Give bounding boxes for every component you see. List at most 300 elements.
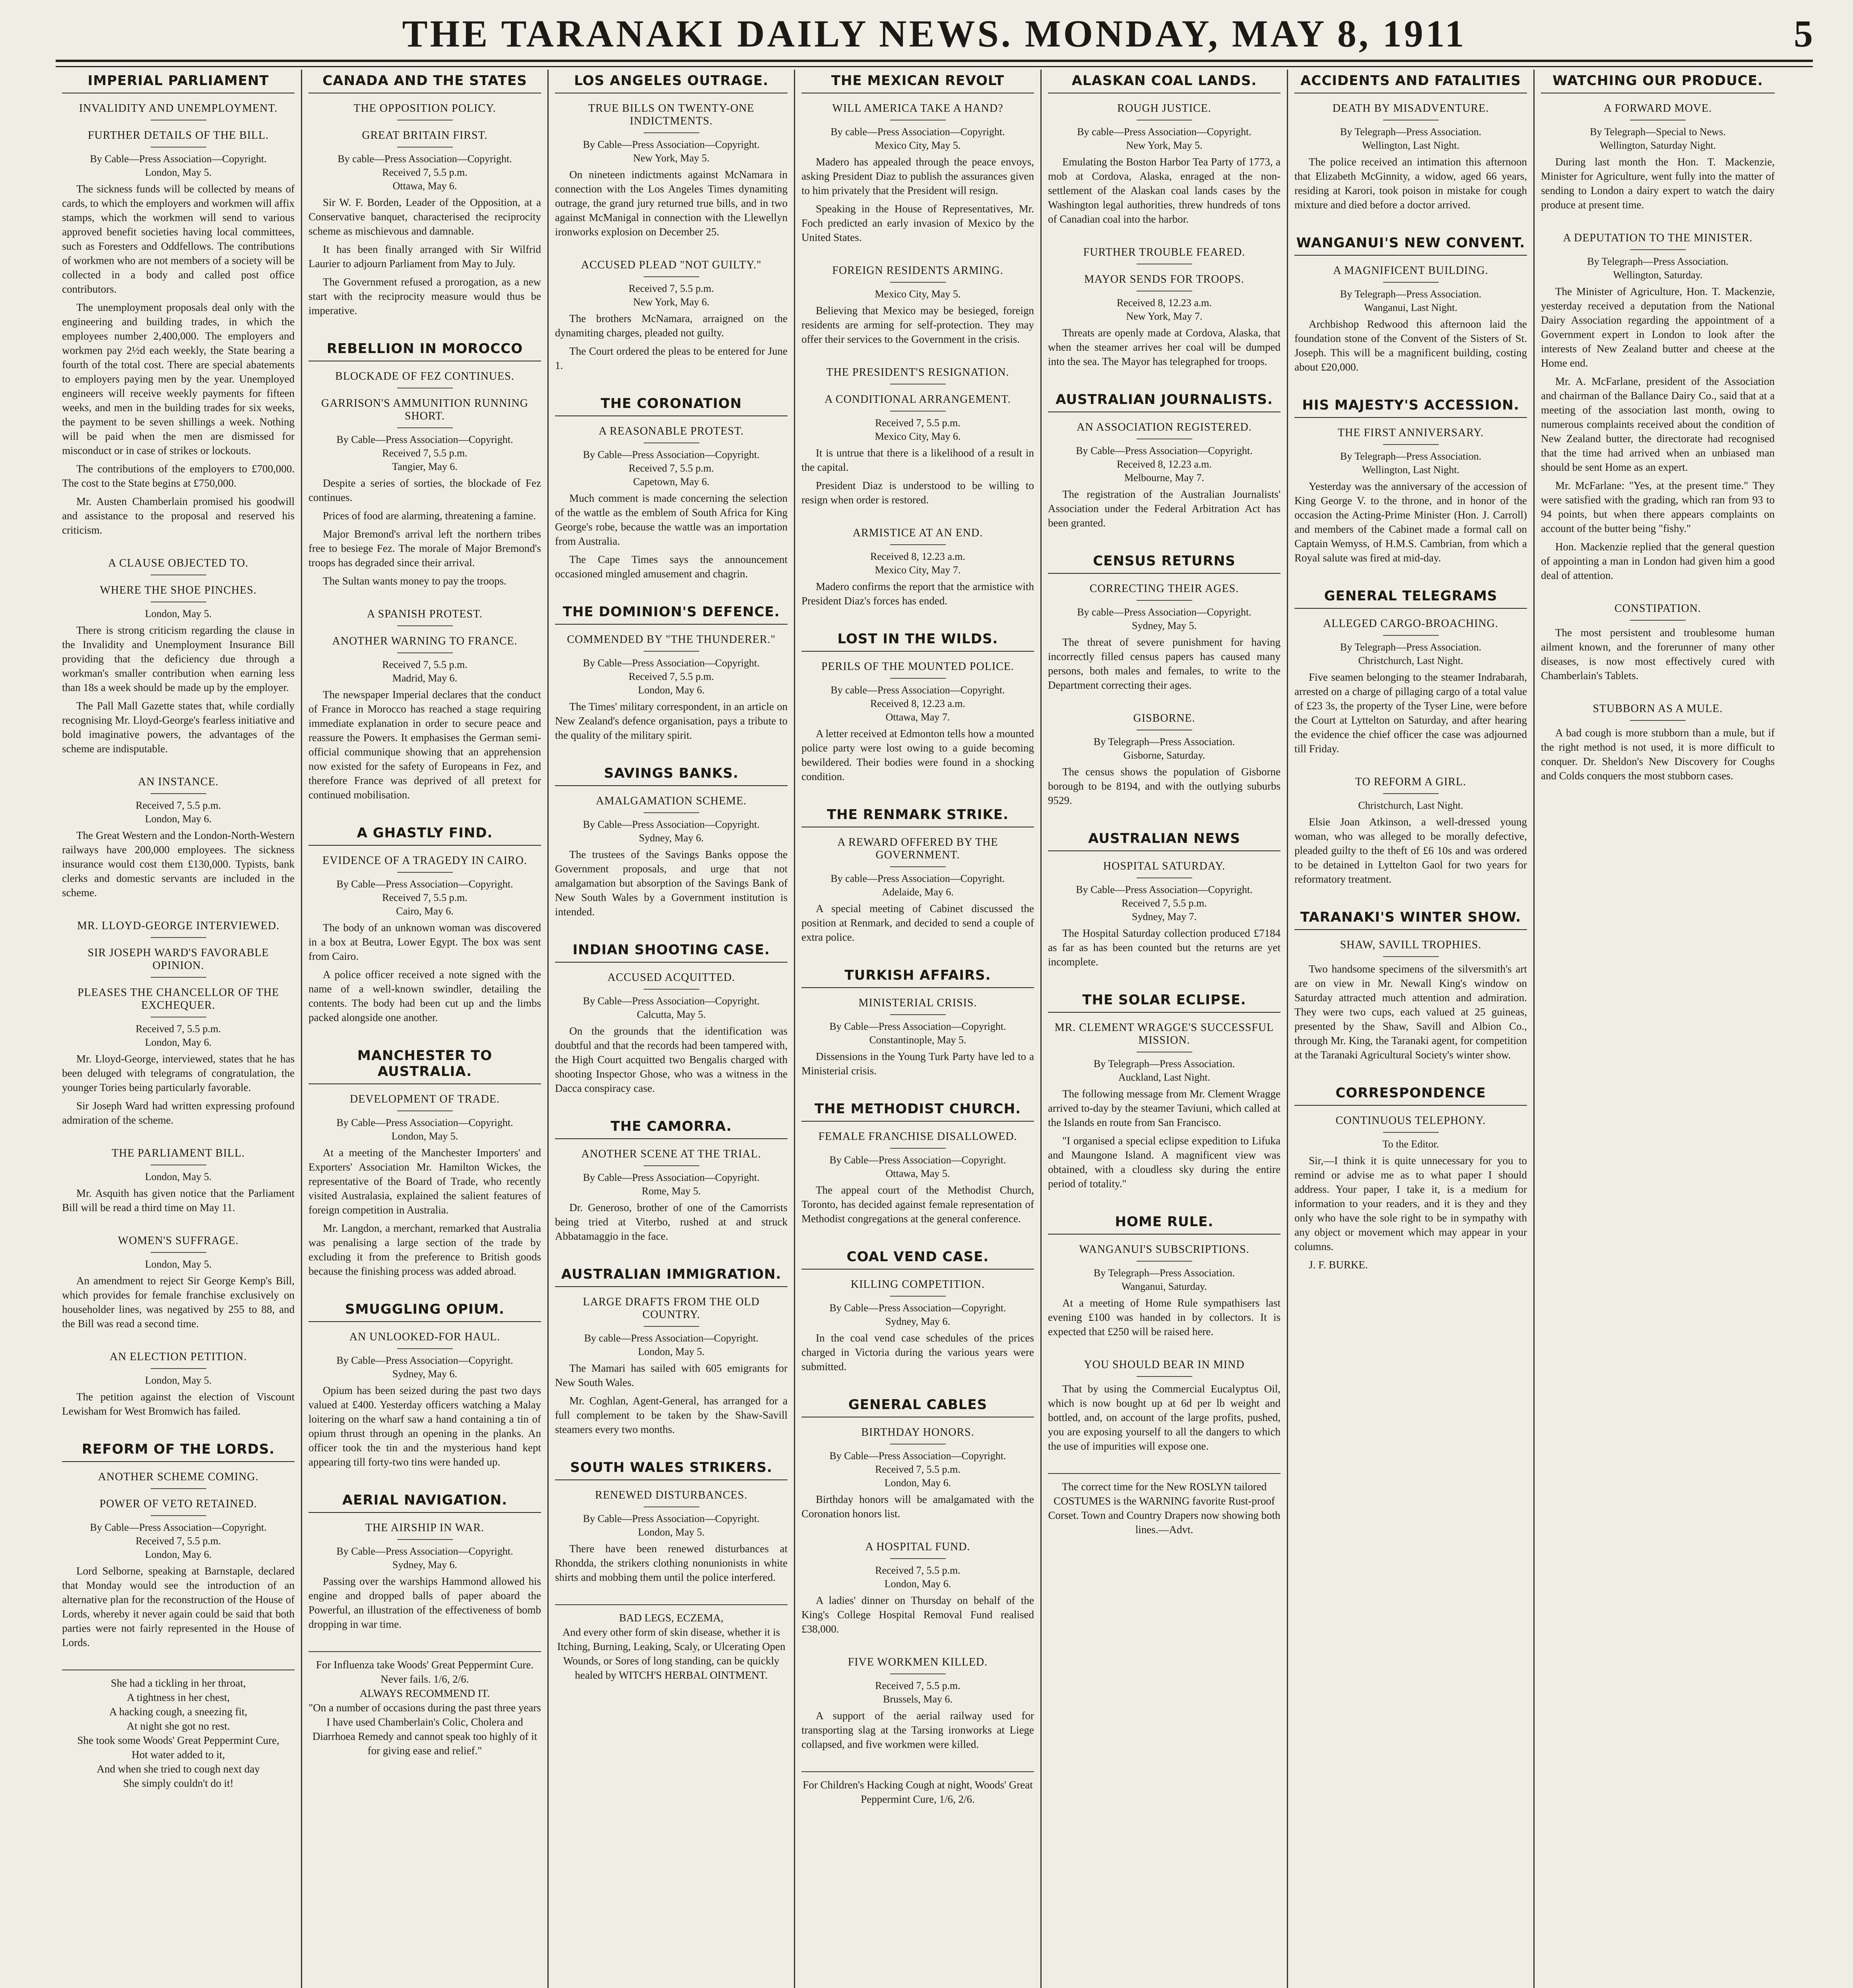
- article-paragraph: At a meeting of Home Rule sympathisers last evening £100 was handed in by collectors. It is expected that £250 will be raised here.: [1048, 1297, 1281, 1338]
- article: [555, 1456, 788, 1584]
- article-paragraph: Sir Joseph Ward had written expressing profound admiration of the scheme.: [62, 1100, 295, 1126]
- article-paragraph: The Cape Times says the announcement occasioned mingled amusement and chagrin.: [555, 553, 788, 580]
- article-dateline: By cable—Press Association—Copyright. Adelaide, May 6.: [830, 873, 1005, 898]
- article: [555, 762, 788, 919]
- article-subheading: BLOCKADE OF FEZ CONTINUES.: [309, 370, 541, 388]
- article-dateline: By Telegraph—Press Association. Wellington, Last Night.: [1340, 126, 1482, 151]
- article-paragraph: Mr. Lloyd-George, interviewed, states that he has been deluged with telegrams of congratulation, the younger Tories being particularly favorable.: [62, 1053, 295, 1093]
- article-paragraph: Birthday honors will be amalgamated with the Coronation honors list.: [801, 1493, 1034, 1520]
- article-paragraph: Prices of food are alarming, threatening a famine.: [323, 510, 536, 522]
- article-heading: TARANAKI'S WINTER SHOW.: [1294, 906, 1527, 930]
- article-dateline: By Cable—Press Association—Copyright. Ottawa, May 5.: [829, 1154, 1006, 1179]
- article: [1294, 776, 1527, 886]
- article: [1048, 712, 1281, 808]
- article-heading: ACCIDENTS AND FATALITIES: [1294, 70, 1527, 93]
- article-paragraph: On nineteen indictments against McNamara in connection with the Los Angeles Times dynamiting outrage, the grand jury returned true bills, and in two against McManigal in connection with the Llewellyn ironworks explosion on December 25.: [555, 169, 788, 238]
- article-dateline: By Cable—Press Association—Copyright. Received 7, 5.5 p.m. Tangier, May 6.: [336, 434, 513, 472]
- article: [1294, 394, 1527, 565]
- newspaper-title: THE TARANAKI DAILY NEWS. MONDAY, MAY 8, 1911: [402, 12, 1467, 55]
- article-paragraph: Opium has been seized during the past two days valued at £400. Yesterday officers watching a Malay loitering on the wharf saw a hand containing a tin of opium thrust through an opening in the planks. An officer took the tin and the mysterious hand kept appearing till forty-two tins were handed up.: [309, 1384, 541, 1468]
- article-paragraph: The Great Western and the London-North-Western railways have 200,000 employees. The sickness insurance would cost them £130,000. Typists, bank clerks and domestic servants are included in the scheme.: [62, 829, 295, 899]
- article-heading: HIS MAJESTY'S ACCESSION.: [1294, 394, 1527, 418]
- advertisement: The correct time for the New ROSLYN tailored COSTUMES is the WARNING favorite Rust-proof Corset. Town and Country Drapers now showing both lines.—Advt.: [1048, 1473, 1281, 1537]
- article-dateline: By Cable—Press Association—Copyright. Received 7, 5.5 p.m. London, May 6.: [829, 1450, 1006, 1489]
- article: [1541, 602, 1775, 683]
- article-subheading: ANOTHER WARNING TO FRANCE.: [309, 635, 541, 653]
- article-dateline: Received 7, 5.5 p.m. London, May 6.: [875, 1565, 960, 1590]
- article-heading: GENERAL TELEGRAMS: [1294, 585, 1527, 609]
- article-paragraph: During last month the Hon. T. Mackenzie, Minister for Agriculture, went fully into the matter of sending to London a dairy expert to watch the dairy produce at present time.: [1541, 156, 1775, 211]
- article-paragraph: Sir W. F. Borden, Leader of the Opposition, at a Conservative banquet, characterised the reciprocity scheme as mischievous and damnable.: [309, 196, 541, 237]
- article-paragraph: The Minister of Agriculture, Hon. T. Mackenzie, yesterday received a deputation from the National Dairy Association regarding the appointment of a Government expert in London to look after the interests of New Zealand butter and cheese at the Home end.: [1541, 285, 1775, 369]
- article-paragraph: The Pall Mall Gazette states that, while cordially recognising Mr. Lloyd-George's fearless initiative and bold imaginative powers, the advantages of the scheme are indisputable.: [62, 700, 295, 755]
- article-dateline: Mexico City, May 5.: [875, 288, 961, 300]
- article-subheading: YOU SHOULD BEAR IN MIND: [1048, 1359, 1281, 1377]
- article-heading: REBELLION IN MOROCCO: [309, 338, 541, 361]
- article-subheading: GISBORNE.: [1048, 712, 1281, 730]
- article-dateline: London, May 5.: [145, 1258, 212, 1270]
- article-subheading: ACCUSED ACQUITTED.: [555, 971, 788, 990]
- article: [1048, 989, 1281, 1191]
- article-subheading: MR. CLEMENT WRAGGE'S SUCCESSFUL MISSION.: [1048, 1021, 1281, 1052]
- article-subheading: TRUE BILLS ON TWENTY-ONE INDICTMENTS.: [555, 102, 788, 133]
- article-heading: THE RENMARK STRIKE.: [801, 804, 1034, 827]
- article-subheading: MR. LLOYD-GEORGE INTERVIEWED.: [62, 920, 295, 938]
- article-subheading: FEMALE FRANCHISE DISALLOWED.: [801, 1130, 1034, 1149]
- article-paragraph: Two handsome specimens of the silversmith's art are on view in Mr. Newall King's window on Saturday attracted much attention and admiration. They were two cups, each valued at 25 guineas, presented by the Shaw, Savill and Albion Co., through Mr. King, the Taranaki agent, for competition at the Taranaki Agricultural Society's winter show.: [1294, 963, 1527, 1061]
- article: [1541, 232, 1775, 582]
- article-dateline: Received 8, 12.23 a.m. Mexico City, May 7.: [870, 551, 965, 576]
- article: [62, 557, 295, 756]
- article-paragraph: The Government refused a prorogation, as a new start with the reciprocity measure would thus be imperative.: [309, 276, 541, 316]
- article-paragraph: Believing that Mexico may be besieged, foreign residents are arming for self-protection. They may offer their services to the Government in the crisis.: [801, 305, 1034, 345]
- article-subheading: MINISTERIAL CRISIS.: [801, 997, 1034, 1015]
- article-subheading: WANGANUI'S SUBSCRIPTIONS.: [1048, 1243, 1281, 1262]
- article-dateline: By Telegraph—Press Association. Wanganui, Last Night.: [1340, 288, 1482, 313]
- article: [801, 366, 1034, 507]
- article: [309, 70, 541, 318]
- article-subheading: A SPANISH PROTEST.: [309, 608, 541, 626]
- article-dateline: By cable—Press Association—Copyright. New York, May 5.: [1077, 126, 1252, 151]
- article-subheading: FURTHER DETAILS OF THE BILL.: [62, 129, 295, 148]
- article-paragraph: A police officer received a note signed with the name of a well-known swindler, detailing the contents. The body had been cut up and the limbs packed alongside one another.: [309, 969, 541, 1023]
- article-subheading: ANOTHER SCHEME COMING.: [62, 1471, 295, 1489]
- article-paragraph: In the coal vend case schedules of the prices charged in Victoria during the various years were submitted.: [801, 1332, 1034, 1373]
- article: [1048, 70, 1281, 226]
- article: [801, 527, 1034, 608]
- article: [1294, 1082, 1527, 1272]
- column-3: [549, 70, 795, 1988]
- article-heading: LOST IN THE WILDS.: [801, 628, 1034, 652]
- article-subheading: MAYOR SENDS FOR TROOPS.: [1048, 273, 1281, 291]
- article-dateline: By Cable—Press Association—Copyright. London, May 5.: [336, 1117, 513, 1142]
- article-paragraph: A letter received at Edmonton tells how a mounted police party were lost owing to a guide becoming bewildered. Their bodies were found in a shocking condition.: [801, 728, 1034, 782]
- article-heading: REFORM OF THE LORDS.: [62, 1438, 295, 1462]
- article-paragraph: Mr. Langdon, a merchant, remarked that Australia was penalising a large section of the trade by excluding it from the preference to British goods because the finishing process was added abroad.: [309, 1222, 541, 1277]
- article: [801, 628, 1034, 784]
- article: [801, 70, 1034, 245]
- article-paragraph: The newspaper Imperial declares that the conduct of France in Morocco has reached a stage requiring immediate explanation in order to secure peace and reassure the Powers. It emphasises the German semi-official communique showing that an apprehension now existed for the safety of Europeans in Fez, and therefore France was deprived of all pretext for continued mobilisation.: [309, 689, 541, 801]
- article-heading: IMPERIAL PARLIAMENT: [62, 70, 295, 93]
- article-subheading: ALLEGED CARGO-BROACHING.: [1294, 617, 1527, 636]
- article-dateline: Received 7, 5.5 p.m. Brussels, May 6.: [875, 1680, 960, 1705]
- article-dateline: By cable—Press Association—Copyright. Mexico City, May 5.: [830, 126, 1005, 151]
- article-paragraph: Mr. Austen Chamberlain promised his goodwill and assistance to the proposal and reserved his criticism.: [62, 495, 295, 536]
- article: [1048, 1211, 1281, 1339]
- article-dateline: London, May 5.: [145, 1375, 212, 1386]
- article-heading: THE CORONATION: [555, 392, 788, 416]
- article-dateline: By Cable—Press Association—Copyright. Sydney, May 6.: [336, 1545, 513, 1571]
- article-subheading: PLEASES THE CHANCELLOR OF THE EXCHEQUER.: [62, 986, 295, 1017]
- article-dateline: By Cable—Press Association—Copyright. Received 7, 5.5 p.m. Capetown, May 6.: [583, 449, 760, 487]
- article-paragraph: "I organised a special eclipse expedition to Lifuka and Maungone Island. A magnificent view was obtained, with a cloudless sky during the entire period of totality.": [1048, 1135, 1281, 1190]
- article-heading: CENSUS RETURNS: [1048, 550, 1281, 574]
- article-paragraph: Despite a series of sorties, the blockade of Fez continues.: [309, 477, 541, 503]
- article-subheading: HOSPITAL SATURDAY.: [1048, 860, 1281, 878]
- article-heading: THE MEXICAN REVOLT: [801, 70, 1034, 93]
- article-dateline: By cable—Press Association—Copyright. London, May 5.: [584, 1332, 759, 1357]
- article-dateline: By Telegraph—Press Association. Christchurch, Last Night.: [1340, 641, 1482, 666]
- article-subheading: GREAT BRITAIN FIRST.: [309, 129, 541, 148]
- article-dateline: By Cable—Press Association—Copyright. Sydney, May 6.: [829, 1302, 1006, 1327]
- article-paragraph: Five seamen belonging to the steamer Indrabarah, arrested on a charge of pillaging cargo of a total value of £23 3s, the property of the Tyser Line, were before the Court at Lyttelton on Saturday, and after hearing the evidence the chief officer the case was adjourned till Friday.: [1294, 671, 1527, 755]
- article-subheading: KILLING COMPETITION.: [801, 1278, 1034, 1297]
- article: [309, 338, 541, 588]
- article-subheading: COMMENDED BY "THE THUNDERER.": [555, 633, 788, 652]
- article-heading: THE METHODIST CHURCH.: [801, 1098, 1034, 1122]
- article-subheading: WHERE THE SHOE PINCHES.: [62, 584, 295, 602]
- article-dateline: London, May 5.: [145, 608, 212, 619]
- article-paragraph: The census shows the population of Gisborne borough to be 8194, and with the outlying suburbs 9529.: [1048, 766, 1281, 806]
- article-paragraph: The appeal court of the Methodist Church, Toronto, has decided against female representation of Methodist congregations at the general conference.: [801, 1184, 1034, 1225]
- article: [555, 939, 788, 1095]
- article-subheading: GARRISON'S AMMUNITION RUNNING SHORT.: [309, 397, 541, 428]
- article-heading: SMUGGLING OPIUM.: [309, 1298, 541, 1322]
- article-paragraph: Elsie Joan Atkinson, a well-dressed young woman, who was alleged to be morally defective, pleaded guilty to the theft of £6 10s and was ordered to be detained in Lyttelton Gaol for two years for reformatory treatment.: [1294, 816, 1527, 885]
- article: [555, 259, 788, 373]
- article-dateline: By Telegraph—Press Association. Auckland, Last Night.: [1093, 1058, 1235, 1083]
- article-paragraph: Mr. Asquith has given notice that the Parliament Bill will be read a third time on May 11.: [62, 1187, 295, 1213]
- article-dateline: By Cable—Press Association—Copyright. Received 7, 5.5 p.m. London, May 6.: [90, 1522, 267, 1560]
- article-dateline: Received 7, 5.5 p.m. London, May 6.: [136, 1023, 221, 1048]
- article: [62, 1235, 295, 1331]
- article: [62, 1351, 295, 1418]
- article-heading: AUSTRALIAN NEWS: [1048, 827, 1281, 851]
- article-dateline: By Telegraph—Special to News. Wellington, Saturday Night.: [1590, 126, 1726, 151]
- article-subheading: FURTHER TROUBLE FEARED.: [1048, 246, 1281, 264]
- article-paragraph: Mr. McFarlane: "Yes, at the present time." They were satisfied with the grading, which ran from 93 to 94 points, but when there appears complaints on account of the butter being "fishy.": [1541, 480, 1775, 534]
- article-subheading: A REWARD OFFERED BY THE GOVERNMENT.: [801, 836, 1034, 867]
- article-paragraph: The police received an intimation this afternoon that Elizabeth McGinnity, a widow, aged 66 years, residing at Karori, took poison in mistake for cough mixture and died before a doctor arrived.: [1294, 156, 1527, 211]
- article-paragraph: The Mamari has sailed with 605 emigrants for New South Wales.: [555, 1362, 788, 1388]
- article-paragraph: A ladies' dinner on Thursday on behalf of the King's College Hospital Removal Fund realised £38,000.: [801, 1594, 1034, 1635]
- article-heading: COAL VEND CASE.: [801, 1246, 1034, 1270]
- article-subheading: AMALGAMATION SCHEME.: [555, 795, 788, 813]
- article: [1048, 550, 1281, 692]
- article-paragraph: The Court ordered the pleas to be entered for June 1.: [555, 345, 788, 371]
- article-dateline: By cable—Press Association—Copyright. Sydney, May 5.: [1077, 606, 1252, 631]
- article-heading: THE CAMORRA.: [555, 1115, 788, 1139]
- article-paragraph: Major Bremond's arrival left the northern tribes free to besiege Fez. The morale of Major Bremond's troops has degraded since their arrival.: [309, 528, 541, 569]
- advertisement: She had a tickling in her throat, A tightness in her chest, A hacking cough, a sneezing fit, At night she got no rest. She took some Woods' Great Peppermint Cure, Hot water added to it, And when she tried to cough next day She simply couldn't do it!: [62, 1670, 295, 1790]
- article-dateline: By Telegraph—Press Association. Wellington, Last Night.: [1340, 450, 1482, 476]
- article: [801, 1656, 1034, 1751]
- article-paragraph: Madero confirms the report that the armistice with President Diaz's forces has ended.: [801, 580, 1034, 607]
- article-subheading: EVIDENCE OF A TRAGEDY IN CAIRO.: [309, 854, 541, 873]
- article-dateline: By Cable—Press Association—Copyright. Sydney, May 6.: [336, 1355, 513, 1380]
- article-dateline: By Cable—Press Association—Copyright. London, May 5.: [583, 1513, 760, 1538]
- article-subheading: SHAW, SAVILL TROPHIES.: [1294, 939, 1527, 957]
- article-heading: WANGANUI'S NEW CONVENT.: [1294, 232, 1527, 256]
- article-paragraph: A bad cough is more stubborn than a mule, but if the right method is not used, it is more difficult to conquer. Dr. Sheldon's New Discovery for Coughs and Colds conquers the most stubborn cases.: [1541, 727, 1775, 782]
- article-subheading: THE PRESIDENT'S RESIGNATION.: [801, 366, 1034, 384]
- article-subheading: A CLAUSE OBJECTED TO.: [62, 557, 295, 575]
- article-heading: AUSTRALIAN IMMIGRATION.: [555, 1263, 788, 1287]
- article-heading: AERIAL NAVIGATION.: [309, 1489, 541, 1513]
- article-paragraph: Much comment is made concerning the selection of the wattle as the emblem of South Africa for King George's robe, because the wattle was an importation from Australia.: [555, 492, 788, 547]
- article-dateline: Received 7, 5.5 p.m. London, May 6.: [136, 800, 221, 825]
- article-heading: THE SOLAR ECLIPSE.: [1048, 989, 1281, 1013]
- article-dateline: By Cable—Press Association—Copyright. Received 7, 5.5 p.m. Cairo, May 6.: [336, 878, 513, 917]
- article-subheading: RENEWED DISTURBANCES.: [555, 1489, 788, 1507]
- article-paragraph: On the grounds that the identification was doubtful and that the records had been tampered with, the High Court acquitted two Bengalis charged with shooting Inspector Ghose, who was a witness in the Dacca conspiracy case.: [555, 1025, 788, 1094]
- article: [801, 1394, 1034, 1521]
- article-subheading: WILL AMERICA TAKE A HAND?: [801, 102, 1034, 120]
- article-paragraph: Speaking in the House of Representatives, Mr. Foch predicted an early invasion of Mexico by the United States.: [801, 203, 1034, 243]
- article-paragraph: The petition against the election of Viscount Lewisham for West Bromwich has failed.: [62, 1391, 295, 1417]
- article-paragraph: A special meeting of Cabinet discussed the position at Renmark, and decided to send a couple of extra police.: [801, 903, 1034, 943]
- article-subheading: AN ELECTION PETITION.: [62, 1351, 295, 1369]
- article-dateline: By Telegraph—Press Association. Wanganui, Saturday.: [1093, 1267, 1235, 1292]
- article-paragraph: It is untrue that there is a likelihood of a result in the capital.: [801, 447, 1034, 473]
- article: [1048, 246, 1281, 369]
- article-subheading: STUBBORN AS A MULE.: [1541, 703, 1775, 721]
- article-dateline: By Cable—Press Association—Copyright. Received 7, 5.5 p.m. London, May 6.: [583, 657, 760, 696]
- article-dateline: Received 8, 12.23 a.m. New York, May 7.: [1117, 297, 1212, 322]
- article-paragraph: The most persistent and troublesome human ailment known, and the forerunner of many other diseases, is now most effectively cured with Chamberlain's Tablets.: [1541, 627, 1775, 681]
- article-heading: A GHASTLY FIND.: [309, 822, 541, 846]
- article-subheading: AN UNLOOKED-FOR HAUL.: [309, 1331, 541, 1349]
- article-paragraph: The threat of severe punishment for having incorrectly filled census papers has caused many persons, both males and females, to write to the Department correcting their ages.: [1048, 636, 1281, 691]
- article-dateline: London, May 5.: [145, 1171, 212, 1182]
- article-paragraph: The Times' military correspondent, in an article on New Zealand's defence organisation, pays a tribute to the quality of the military spirit.: [555, 701, 788, 741]
- article-paragraph: Dissensions in the Young Turk Party have led to a Ministerial crisis.: [801, 1050, 1034, 1077]
- article-dateline: By Cable—Press Association—Copyright. Received 7, 5.5 p.m. Sydney, May 7.: [1076, 884, 1253, 922]
- article: [1294, 585, 1527, 756]
- article-paragraph: Emulating the Boston Harbor Tea Party of 1773, a mob at Cordova, Alaska, enraged at the non-settlement of the Alaskan coal lands cases by the Washington legal authorities, threw hundreds of tons of Canadian coal into the harbor.: [1048, 156, 1281, 225]
- article-subheading: A FORWARD MOVE.: [1541, 102, 1775, 120]
- article-dateline: By Cable—Press Association—Copyright. New York, May 5.: [583, 139, 760, 164]
- article-paragraph: The brothers McNamara, arraigned on the dynamiting charges, pleaded not guilty.: [555, 313, 788, 339]
- article-subheading: FIVE WORKMEN KILLED.: [801, 1656, 1034, 1674]
- page-number: 5: [1794, 12, 1813, 55]
- article-paragraph: At a meeting of the Manchester Importers' and Exporters' Association Mr. Hamilton Wickes, the representative of the Board of Trade, who recently visited Australasia, explained the salient features of foreign competition in Australia.: [309, 1147, 541, 1216]
- article-paragraph: Lord Selborne, speaking at Barnstaple, declared that Monday would see the introduction of an alternative plan for the reconstruction of the House of Lords, whereby it never again could be said that both parties were not fairly represented in the House of Lords.: [62, 1565, 295, 1648]
- article-subheading: A CONDITIONAL ARRANGEMENT.: [801, 393, 1034, 412]
- article: [801, 1246, 1034, 1374]
- article-subheading: A HOSPITAL FUND.: [801, 1541, 1034, 1559]
- column-4: [795, 70, 1042, 1988]
- columns: [56, 70, 1813, 1988]
- article-heading: MANCHESTER TO AUSTRALIA.: [309, 1044, 541, 1084]
- article-heading: INDIAN SHOOTING CASE.: [555, 939, 788, 963]
- article-dateline: By Cable—Press Association—Copyright. Calcutta, May 5.: [583, 995, 760, 1020]
- article-subheading: THE PARLIAMENT BILL.: [62, 1147, 295, 1165]
- article: [801, 264, 1034, 346]
- article-paragraph: An amendment to reject Sir George Kemp's Bill, which provides for female franchise exclusively on householder lines, was negatived by 255 to 88, and the Bill was read a second time.: [62, 1275, 295, 1330]
- article-paragraph: Archbishop Redwood this afternoon laid the foundation stone of the Convent of the Sisters of St. Joseph. This will be a magnificent building, costing about £20,000.: [1294, 318, 1527, 373]
- article: [309, 608, 541, 802]
- column-1: [56, 70, 302, 1988]
- article-dateline: By Cable—Press Association—Copyright. Rome, May 5.: [583, 1172, 760, 1197]
- column-6: [1288, 70, 1535, 1988]
- article-heading: LOS ANGELES OUTRAGE.: [555, 70, 788, 93]
- article-subheading: WOMEN'S SUFFRAGE.: [62, 1235, 295, 1253]
- article-subheading: CORRECTING THEIR AGES.: [1048, 582, 1281, 601]
- article: [309, 1489, 541, 1631]
- article-subheading: ARMISTICE AT AN END.: [801, 527, 1034, 545]
- article: [801, 1541, 1034, 1636]
- column-2: [302, 70, 549, 1988]
- article-paragraph: The trustees of the Savings Banks oppose the Government proposals, and urge that not amalgamation but absorption of the Savings Bank of New South Wales by a Government institution is intended.: [555, 848, 788, 918]
- article-paragraph: The following message from Mr. Clement Wragge arrived to-day by the steamer Taviuni, which called at the Islands en route from San Francisco.: [1048, 1088, 1281, 1128]
- article-paragraph: Mr. Coghlan, Agent-General, has arranged for a full complement to be taken by the Shaw-Savill steamers every two months.: [555, 1395, 788, 1435]
- article-subheading: BIRTHDAY HONORS.: [801, 1426, 1034, 1444]
- article-heading: TURKISH AFFAIRS.: [801, 964, 1034, 988]
- article-dateline: By cable—Press Association—Copyright. Received 8, 12.23 a.m. Ottawa, May 7.: [830, 684, 1005, 723]
- article-subheading: A REASONABLE PROTEST.: [555, 425, 788, 443]
- article-paragraph: President Diaz is understood to be willing to resign when order is restored.: [801, 480, 1034, 506]
- article-paragraph: There have been renewed disturbances at Rhondda, the strikers clothing nonunionists in white shirts and mobbing them until the police interfered.: [555, 1543, 788, 1583]
- article-heading: SOUTH WALES STRIKERS.: [555, 1456, 788, 1480]
- article-subheading: ROUGH JUSTICE.: [1048, 102, 1281, 120]
- article-paragraph: Madero has appealed through the peace envoys, asking President Diaz to publish the assurances given to him privately that the President will resign.: [801, 156, 1034, 196]
- article-dateline: By Cable—Press Association—Copyright. Received 8, 12.23 a.m. Melbourne, May 7.: [1076, 445, 1253, 483]
- article-subheading: THE FIRST ANNIVERSARY.: [1294, 427, 1527, 445]
- article-paragraph: There is strong criticism regarding the clause in the Invalidity and Unemployment Insurance Bill providing that the deficiency due through a workman's smaller contribution when earning less than 18s a week should be made up by the employer.: [62, 624, 295, 693]
- article-subheading: CONSTIPATION.: [1541, 602, 1775, 621]
- article: [555, 1115, 788, 1243]
- article-paragraph: Dr. Generoso, brother of one of the Camorrists being tried at Viterbo, rushed at and struck Abbatamaggio in the face.: [555, 1202, 788, 1242]
- article: [309, 1044, 541, 1278]
- advertisement: BAD LEGS, ECZEMA, And every other form of skin disease, whether it is Itching, Burning, Leaking, Scaly, or Ulcerating Open Wounds, or Sores of long standing, can be quickly healed by WITCH'S HERBAL OINTMENT.: [555, 1604, 788, 1682]
- article: [1541, 70, 1775, 212]
- article-heading: ALASKAN COAL LANDS.: [1048, 70, 1281, 93]
- article-subheading: DEATH BY MISADVENTURE.: [1294, 102, 1527, 120]
- article-subheading: SIR JOSEPH WARD'S FAVORABLE OPINION.: [62, 947, 295, 978]
- article-dateline: Received 7, 5.5 p.m. Mexico City, May 6.: [875, 417, 961, 442]
- article-subheading: DEVELOPMENT OF TRADE.: [309, 1093, 541, 1111]
- article: [62, 776, 295, 900]
- article-dateline: By Cable—Press Association—Copyright. Sydney, May 6.: [583, 819, 760, 844]
- article-subheading: ACCUSED PLEAD "NOT GUILTY.": [555, 259, 788, 277]
- article-paragraph: A support of the aerial railway used for transporting slag at the Tarsing ironworks at Liege collapsed, and five workmen were killed.: [801, 1710, 1034, 1750]
- article-paragraph: It has been finally arranged with Sir Wilfrid Laurier to adjourn Parliament from May to July.: [309, 243, 541, 270]
- article-dateline: To the Editor.: [1382, 1138, 1439, 1150]
- article-subheading: ANOTHER SCENE AT THE TRIAL.: [555, 1148, 788, 1166]
- article-subheading: INVALIDITY AND UNEMPLOYMENT.: [62, 102, 295, 120]
- advertisement: For Children's Hacking Cough at night, Woods' Great Peppermint Cure, 1/6, 2/6.: [801, 1771, 1034, 1806]
- article: [62, 920, 295, 1127]
- article-dateline: By Cable—Press Association—Copyright. London, May 5.: [90, 153, 267, 178]
- article: [801, 804, 1034, 944]
- article: [555, 601, 788, 742]
- article-subheading: LARGE DRAFTS FROM THE OLD COUNTRY.: [555, 1296, 788, 1327]
- article-subheading: A MAGNIFICENT BUILDING.: [1294, 264, 1527, 283]
- article-paragraph: Hon. Mackenzie replied that the general question of appointing a man in London had given him a good deal of attention.: [1541, 541, 1775, 581]
- article-subheading: PERILS OF THE MOUNTED POLICE.: [801, 660, 1034, 679]
- article-subheading: FOREIGN RESIDENTS ARMING.: [801, 264, 1034, 283]
- article-subheading: CONTINUOUS TELEPHONY.: [1294, 1114, 1527, 1133]
- article: [1294, 232, 1527, 374]
- article: [309, 1298, 541, 1469]
- article-heading: WATCHING OUR PRODUCE.: [1541, 70, 1775, 93]
- article-heading: GENERAL CABLES: [801, 1394, 1034, 1417]
- article-heading: THE DOMINION'S DEFENCE.: [555, 601, 788, 625]
- article-paragraph: Passing over the warships Hammond allowed his engine and dropped balls of paper aboard the Powerful, an illustration of the effectiveness of bomb dropping in war time.: [309, 1575, 541, 1630]
- article: [555, 70, 788, 239]
- article-heading: AUSTRALIAN JOURNALISTS.: [1048, 388, 1281, 412]
- article: [62, 70, 295, 537]
- article-subheading: AN ASSOCIATION REGISTERED.: [1048, 421, 1281, 439]
- article-paragraph: Yesterday was the anniversary of the accession of King George V. to the throne, and in honor of the occasion the Acting-Prime Minister (Hon. J. Carroll) and members of the Cabinet made a formal call on Captain Wemyss, of H.M.S. Cambrian, from which a Royal salute was fired at mid-day.: [1294, 480, 1527, 564]
- article-paragraph: Threats are openly made at Cordova, Alaska, that when the steamer arrives her coal will be dumped into the sea. The Mayor has telegraphed for troops.: [1048, 327, 1281, 367]
- article-dateline: By Cable—Press Association—Copyright. Constantinople, May 5.: [829, 1021, 1006, 1046]
- article-paragraph: Mr. A. McFarlane, president of the Association and chairman of the Ballance Dairy Co., said that at a meeting of the association last month, owing to numerous complaints received about the condition of New Zealand butter, the directorate had recognised that the time had arrived when an unbiased man should be sent Home as an expert.: [1541, 375, 1775, 473]
- article-paragraph: The unemployment proposals deal only with the engineering and building trades, in which the employees number 2,400,000. The employers and workmen pay 2½d each weekly, the State bearing a fourth of the total cost. There are special abatements to employers paying men by the year. Unemployed engineers will receive weekly payments for fifteen weeks, and men in the building trades for six weeks, the payment to be seven shillings a week. Nothing will be paid when the men are dismissed for misconduct or in case of strikes or lockouts.: [62, 301, 295, 456]
- article-dateline: Received 7, 5.5 p.m. New York, May 6.: [629, 283, 714, 308]
- masthead-rule: [56, 60, 1813, 67]
- article: [1541, 703, 1775, 783]
- article-dateline: By Telegraph—Press Association. Gisborne, Saturday.: [1093, 736, 1235, 761]
- article-dateline: By cable—Press Association—Copyright. Received 7, 5.5 p.m. Ottawa, May 6.: [338, 153, 512, 192]
- advertisement: For Influenza take Woods' Great Peppermint Cure. Never fails. 1/6, 2/6. ALWAYS RECOMMEND IT. "On a number of occasions during the past three years I have used Chamberlain's Colic, Cholera and Diarrhoea Remedy and cannot speak too highly of it for giving ease and relief.": [309, 1651, 541, 1758]
- article-paragraph: The Sultan wants money to pay the troops.: [323, 575, 506, 587]
- article: [1048, 827, 1281, 969]
- article: [1294, 70, 1527, 212]
- article-heading: HOME RULE.: [1048, 1211, 1281, 1235]
- article-paragraph: Sir,—I think it is quite unnecessary for you to remind or advise me as to what paper I should address. Your paper, I take it, is a medium for information to your readers, and it is they and they only who have the sole right to be in sympathy with any object or movement which may appear in your columns.: [1294, 1155, 1527, 1252]
- column-5: [1042, 70, 1288, 1988]
- article-paragraph: The sickness funds will be collected by means of cards, to which the employers and workmen will affix stamps, which the workmen will send to various approved benefit societies having local committees, such as Foresters and Oddfellows. The contributions of workmen who are not members of a society will be collected in a body and called post office contributors.: [62, 183, 295, 295]
- article: [1048, 1359, 1281, 1453]
- article: [555, 392, 788, 581]
- article-heading: CANADA AND THE STATES: [309, 70, 541, 93]
- article-paragraph: J. F. BURKE.: [1309, 1259, 1368, 1271]
- article: [1294, 906, 1527, 1062]
- article: [1048, 388, 1281, 530]
- article-heading: SAVINGS BANKS.: [555, 762, 788, 786]
- article-dateline: Received 7, 5.5 p.m. Madrid, May 6.: [382, 659, 468, 684]
- column-7: [1535, 70, 1781, 1988]
- article-paragraph: That by using the Commercial Eucalyptus Oil, which is now bought up at 6d per lb weight and bottled, and, on account of the large profits, pushed, you are exposing yourself to all the dangers to which the use of impurities will expose one.: [1048, 1383, 1281, 1452]
- article-subheading: TO REFORM A GIRL.: [1294, 776, 1527, 794]
- article-subheading: POWER OF VETO RETAINED.: [62, 1498, 295, 1516]
- article: [309, 822, 541, 1025]
- article: [801, 964, 1034, 1078]
- article-paragraph: The Hospital Saturday collection produced £7184 as far as has been counted but the returns are yet incomplete.: [1048, 927, 1281, 968]
- article-paragraph: The registration of the Australian Journalists' Association under the Federal Arbitration Act has been granted.: [1048, 488, 1281, 529]
- article: [62, 1147, 295, 1215]
- masthead: [56, 12, 1813, 60]
- article-paragraph: The body of an unknown woman was discovered in a box at Beutra, Lower Egypt. The box was sent from Cairo.: [309, 922, 541, 962]
- article: [62, 1438, 295, 1650]
- article-subheading: THE AIRSHIP IN WAR.: [309, 1522, 541, 1540]
- article-subheading: AN INSTANCE.: [62, 776, 295, 794]
- article-dateline: Christchurch, Last Night.: [1358, 800, 1463, 811]
- article-subheading: THE OPPOSITION POLICY.: [309, 102, 541, 120]
- article: [801, 1098, 1034, 1226]
